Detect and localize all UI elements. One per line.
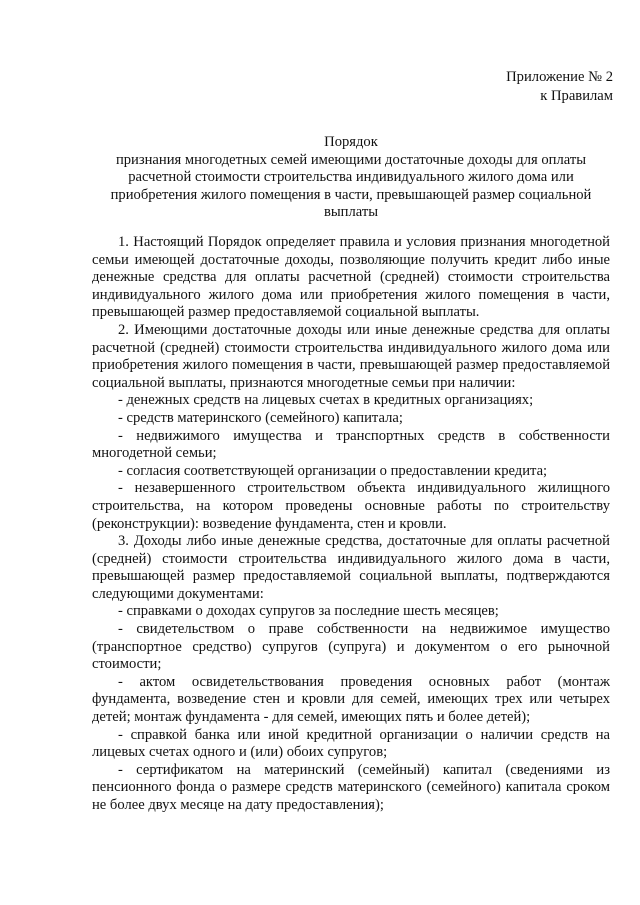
title-heading: Порядок (324, 134, 378, 150)
title-subtitle: признания многодетных семей имеющими достаточные доходы для оплаты расчетной стоимости строительства индивидуального жилого дома или приобретения жилого помещения в части, превышающей размер социальной выплаты (110, 151, 592, 221)
document-body (92, 234, 610, 815)
list-item: - справкой банка или иной кредитной организации о наличии средств на лицевых счетах одного и (или) обоих супругов; (92, 726, 610, 761)
appendix-number: Приложение № 2 (506, 69, 613, 85)
paragraph: 3. Доходы либо иные денежные средства, достаточные для оплаты расчетной (средней) стоимости строительства индивидуального жилого дома в части, превышающей размер предоставляемой социальной выплаты, подтверждаются следующими документами: (92, 533, 610, 602)
document-title (92, 134, 610, 222)
list-item: - актом освидетельствования проведения основных работ (монтаж фундамента, возведение стен и кровли для семей, имеющих трех или четырех детей; монтаж фундамента - для семей, имеющих пять и более детей); (92, 673, 610, 726)
list-item: - согласия соответствующей организации о предоставлении кредита; (118, 462, 548, 479)
list-item: - сертификатом на материнский (семейный) капитал (сведениями из пенсионного фонда о размере средств материнского (семейного) капитала сроком не более двух месяце на дату предоставления); (92, 761, 610, 813)
paragraph: 1. Настоящий Порядок определяет правила и условия признания многодетной семьи имеющей достаточные доходы, позволяющие получить кредит либо иные денежные средства для оплаты расчетной (средней) стоимости строительства индивидуального жилого дома или приобретения жилого помещения в части, превышающей размер предоставляемой социальной выплаты. (92, 234, 610, 321)
list-item: - справками о доходах супругов за последние шесть месяцев; (118, 603, 499, 620)
appendix-rules-ref: к Правилам (540, 88, 613, 104)
list-item: - средств материнского (семейного) капитала; (118, 409, 403, 426)
paragraph: 2. Имеющими достаточные доходы или иные денежные средства для оплаты расчетной (средней) стоимости строительства индивидуального жилого дома или приобретения жилого помещения в части, превышающей размер предоставляемой социальной выплаты, признаются многодетные семьи при наличии: (92, 321, 610, 391)
list-item: - денежных средств на лицевых счетах в кредитных организациях; (118, 392, 534, 409)
list-item: - недвижимого имущества и транспортных средств в собственности многодетной семьи; (92, 427, 610, 462)
appendix-reference (506, 68, 613, 106)
list-item: - незавершенного строительством объекта индивидуального жилищного строительства, на котором проведены основные работы по строительству (реконструкции): возведение фундамента, стен и кровли. (92, 480, 610, 532)
list-item: - свидетельством о праве собственности на недвижимое имущество (транспортное средство) супругов (супруга) и документом о его рыночной стоимости; (92, 621, 610, 673)
